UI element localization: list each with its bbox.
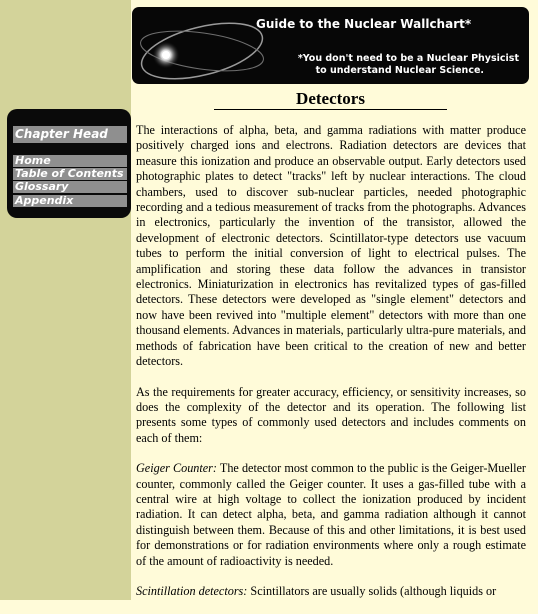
- page-title: Detectors: [296, 89, 365, 108]
- geiger-text: The detector most common to the public is the Geiger-Mueller counter, commonly called the Geiger counter. It uses a gas-filled tube with a central wire at high voltage to collect the ionization produced by incident radiation. It can detect alpha, beta, and gamma radiation although it cannot distinguish between them. Because of this and other limitations, it is best used for demonstrations or for radiation environments where only a rough estimate of the amount of radioactivity is needed.: [136, 461, 526, 568]
- banner-title: Guide to the Nuclear Wallchart*: [256, 17, 472, 31]
- geiger-term: Geiger Counter:: [136, 461, 217, 476]
- scintillation-text: Scintillators are usually solids (although liquids or: [247, 583, 497, 598]
- header-banner[interactable]: [132, 7, 529, 84]
- main-content: [136, 123, 526, 614]
- requirements-paragraph: As the requirements for greater accuracy, efficiency, or sensitivity increases, so does the complexity of the detector and its operation. The following list presents some types of commonly used detectors and includes comments on each of them:: [136, 384, 526, 445]
- banner-tagline-line1: *You don't need to be a Nuclear Physicist: [297, 53, 519, 64]
- intro-paragraph: The interactions of alpha, beta, and gamma radiations with matter produce positively charged ions and electrons. Radiation detectors are devices that measure this ionization and produce an observable output. Early detectors used photographic plates to detect "tracks" left by nuclear interactions. The cloud chambers, used to discover sub-nuclear particles, needed photographic recording and a tedious measurement of tracks from the photographs. Advances in electronics, particularly the invention of the transistor, allowed the development of electronic detectors. Scintillator-type detectors use vacuum tubes to perform the initial conversion of light to electrical pulses. The amplification and storing these data follow the advances in transistor electronics. Miniaturization in electronics has revitalized types of gas-filled detectors. These detectors were developed as "single element" detectors and now have been revived into "multiple element" detectors with more than one thousand elements. Advances in materials, particularly ultra-pure materials, and methods of fabrication have been critical to the creation of new and better detectors.: [136, 123, 526, 369]
- nav-item-glossary[interactable]: Glossary: [13, 181, 127, 193]
- left-sidebar-strip: [0, 0, 131, 600]
- scintillation-term: Scintillation detectors:: [136, 583, 248, 598]
- banner-tagline-line2: to understand Nuclear Science.: [315, 65, 484, 76]
- nav-item-appendix[interactable]: Appendix: [13, 195, 127, 207]
- nav-item-home[interactable]: Home: [13, 155, 127, 167]
- title-underline: [214, 109, 447, 110]
- scintillation-paragraph: [136, 584, 526, 599]
- nav-item-table-of-contents[interactable]: Table of Contents: [13, 168, 127, 180]
- nav-panel: [7, 109, 131, 218]
- geiger-paragraph: [136, 461, 526, 569]
- nav-chapter-head[interactable]: Chapter Head: [13, 126, 127, 143]
